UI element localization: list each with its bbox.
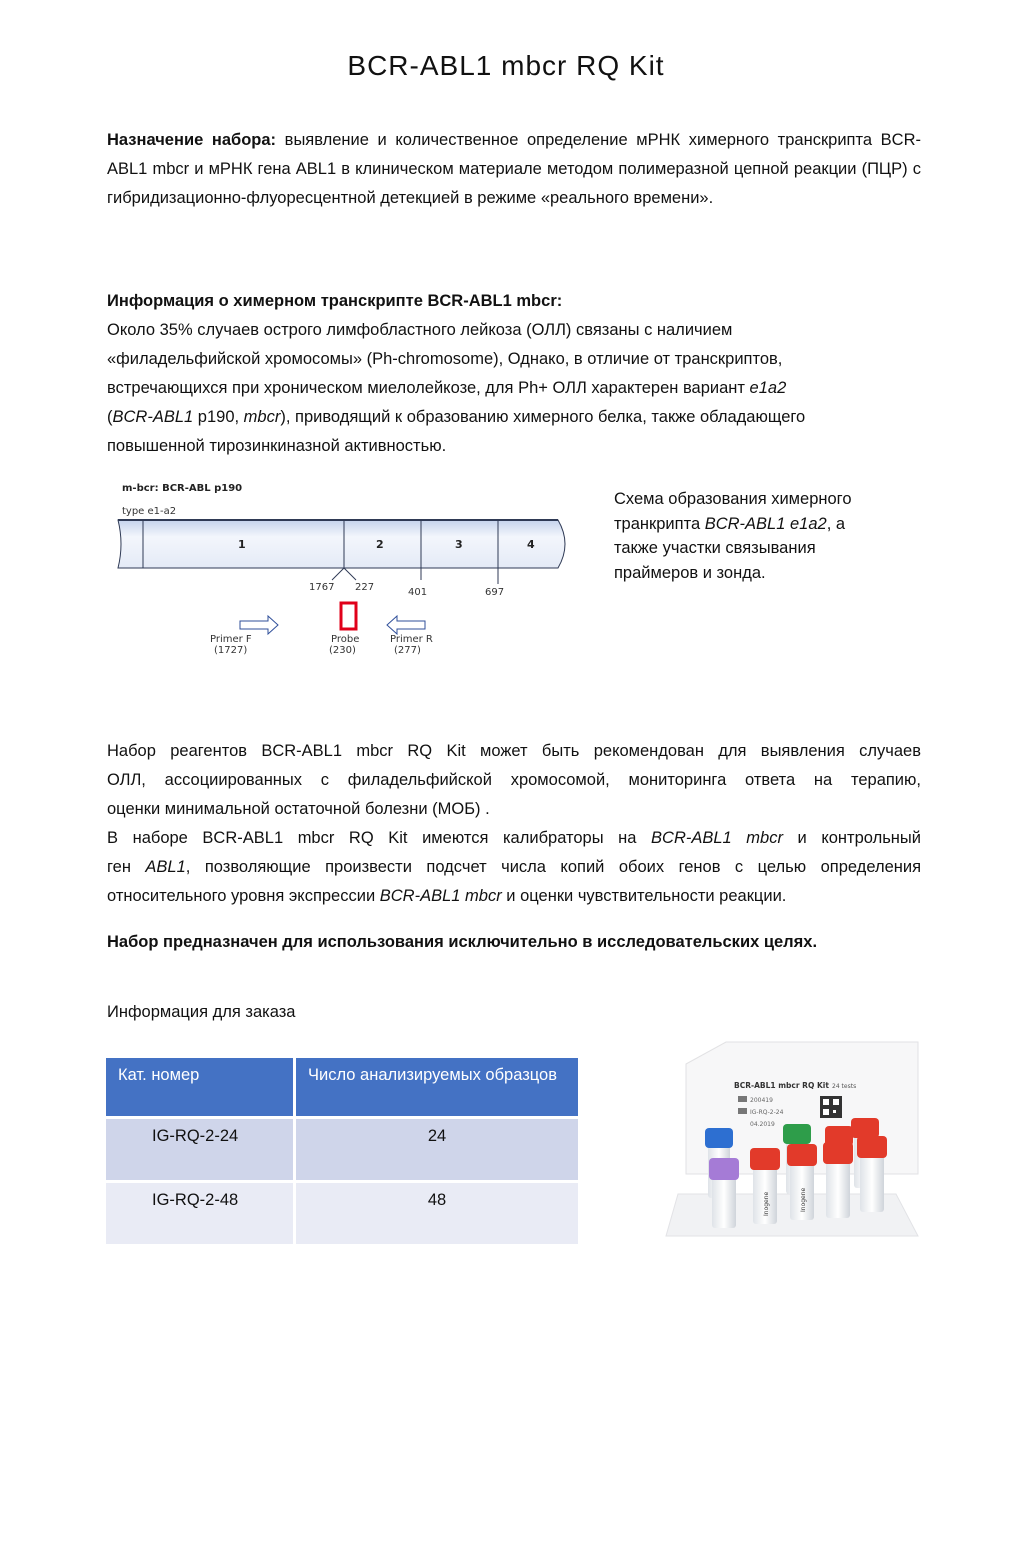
probe-label: Probe <box>331 634 360 645</box>
page-title: BCR-ABL1 mbcr RQ Kit <box>347 50 665 81</box>
exon-label: 3 <box>455 538 463 551</box>
order-table <box>106 1058 581 1244</box>
info-p190: p190, <box>193 408 244 426</box>
usage-line: ОЛЛ, ассоциированных с филадельфийской хромосомой, мониторинга ответа на терапию, <box>107 771 921 789</box>
usage-text: и оценки чувствительности реакции. <box>501 887 787 905</box>
info-paren: ( <box>107 408 113 426</box>
tube-label: Inogene <box>800 1187 807 1212</box>
primer-r-position: (277) <box>394 645 421 656</box>
lot-icon <box>738 1096 747 1102</box>
table-row <box>106 1182 580 1245</box>
red-cap <box>851 1118 879 1138</box>
exon-label: 4 <box>527 538 535 551</box>
product-photo <box>656 1024 924 1244</box>
red-cap <box>787 1144 817 1166</box>
caption-line-1: Схема образования химерного <box>614 490 852 508</box>
info-line-4-text: ), приводящий к образованию химерного белка, также обладающего <box>280 408 806 426</box>
red-cap <box>857 1136 887 1158</box>
exon-label: 2 <box>376 538 384 551</box>
red-cap <box>750 1148 780 1170</box>
diagram-caption <box>614 487 914 585</box>
ref-icon <box>738 1108 747 1114</box>
info-line-5: повышенной тирозинкиназной активностью. <box>107 437 447 455</box>
usage-line: оценки минимальной остаточной болезни (МОБ) . <box>107 800 490 818</box>
table-header-row <box>106 1058 580 1118</box>
info-line-1: Около 35% случаев острого лимфобластного лейкоза (ОЛЛ) связаны с наличием <box>107 321 733 339</box>
caption-text: , а <box>826 514 846 533</box>
sample-count-cell: 48 <box>295 1182 580 1245</box>
purple-cap <box>709 1158 739 1180</box>
order-info-label: Информация для заказа <box>107 1003 296 1021</box>
primer-r-label: Primer R <box>390 634 433 645</box>
tube-label: Inogene <box>763 1191 770 1216</box>
cat-number-cell: IG-RQ-2-48 <box>106 1182 295 1245</box>
info-line-3 <box>107 374 921 403</box>
info-line-2: «филадельфийской хромосомы» (Ph-chromosome), Однако, в отличие от транскриптов, <box>107 350 783 368</box>
transcript-diagram <box>110 476 590 666</box>
table-row <box>106 1118 580 1182</box>
usage-text: ген <box>107 858 146 876</box>
info-heading: Информация о химерном транскрипте BCR-ABL1 mbcr: <box>107 292 563 310</box>
usage-section <box>107 737 921 911</box>
info-variant: e1a2 <box>749 379 787 397</box>
box-ref: IG-RQ-2-24 <box>750 1109 784 1116</box>
sample-count-cell: 24 <box>295 1118 580 1182</box>
purpose-label: Назначение набора: <box>107 131 277 149</box>
position-label: 227 <box>355 582 375 593</box>
usage-text: , позволяющие произвести подсчет числа копий обоих генов с целью определения <box>185 858 922 876</box>
column-header-cat: Кат. номер <box>106 1058 295 1118</box>
usage-line <box>107 853 921 882</box>
caption-line-3: также участки связывания <box>614 539 816 557</box>
info-mbcr: mbcr <box>243 408 281 426</box>
cat-number-cell: IG-RQ-2-24 <box>106 1118 295 1182</box>
research-disclaimer: Набор предназначен для использования исключительно в исследовательских целях. <box>107 933 818 951</box>
usage-line: Набор реагентов BCR-ABL1 mbcr RQ Kit может быть рекомендован для выявления случаев <box>107 742 921 760</box>
column-header-count: Число анализируемых образцов <box>295 1058 580 1118</box>
usage-text: и контрольный <box>782 829 921 847</box>
red-cap <box>823 1142 853 1164</box>
position-label: 1767 <box>309 582 335 593</box>
usage-text: относительного уровня экспрессии <box>107 887 380 905</box>
primer-f-arrow-icon <box>240 616 278 634</box>
qr-cell <box>823 1099 829 1105</box>
qr-cell <box>833 1110 836 1113</box>
primer-f-label: Primer F <box>210 634 252 645</box>
primer-f-position: (1727) <box>214 645 248 656</box>
green-cap <box>783 1124 811 1144</box>
caption-text: транкрипта <box>614 514 705 533</box>
box-tests: 24 tests <box>832 1083 857 1090</box>
caption-gene: BCR-ABL1 e1a2 <box>704 514 827 533</box>
diagram-type-label: type e1-a2 <box>122 506 177 517</box>
usage-line <box>107 824 921 853</box>
purpose-text: выявление и количественное определение мРНК химерного транскрипта BCR-ABL1 mbcr и мРНК гена ABL1 в клиническом материале методом полимеразной цепной реакции (ПЦР) с гибридизационно-флуоресцентной детекцией в режиме «реального времени». <box>107 131 921 207</box>
qr-cell <box>833 1099 839 1105</box>
box-label: BCR-ABL1 mbcr RQ Kit <box>734 1081 829 1090</box>
position-tick <box>344 568 356 580</box>
info-line-3-text: встречающихся при хроническом миелолейкозе, для Ph+ ОЛЛ характерен вариант <box>107 379 750 397</box>
usage-gene: ABL1 <box>145 858 186 876</box>
info-line-4 <box>107 403 921 432</box>
box-lot: 200419 <box>750 1097 773 1104</box>
caption-line-2 <box>614 512 914 537</box>
transcript-info <box>107 287 921 461</box>
primer-r-arrow-icon <box>387 616 425 634</box>
position-tick <box>332 568 344 580</box>
blue-cap <box>705 1128 733 1148</box>
purpose-paragraph <box>107 126 921 213</box>
usage-gene: BCR-ABL1 mbcr <box>651 829 783 847</box>
probe-position: (230) <box>329 645 356 656</box>
usage-text: В наборе BCR-ABL1 mbcr RQ Kit имеются калибраторы на <box>107 829 652 847</box>
info-gene: BCR-ABL1 <box>112 408 194 426</box>
diagram-header: m-bcr: BCR-ABL p190 <box>122 483 243 494</box>
probe-marker <box>341 603 356 629</box>
position-label: 401 <box>408 587 428 598</box>
position-label: 697 <box>485 587 505 598</box>
qr-cell <box>823 1109 829 1115</box>
box-date: 04.2019 <box>750 1121 775 1128</box>
usage-gene: BCR-ABL1 mbcr <box>379 887 502 905</box>
exon-label: 1 <box>238 538 246 551</box>
usage-line <box>107 882 921 911</box>
caption-line-4: праймеров и зонда. <box>614 563 766 582</box>
